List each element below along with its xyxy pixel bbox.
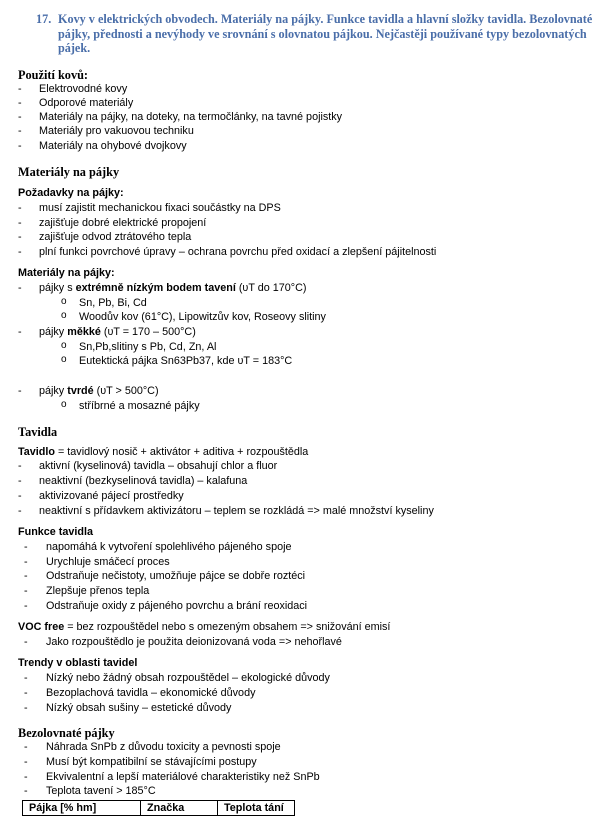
section-title-lead-free: Bezolovnaté pájky: [18, 726, 115, 740]
voc-free-definition: VOC free = bez rozpouštědel nebo s omezeným obsahem => snižování emisí: [18, 621, 391, 633]
section-title-solder-materials: Materiály na pájky: [18, 165, 120, 179]
section-title-fluxes: Tavidla: [18, 425, 58, 439]
document-page: 17. Kovy v elektrických obvodech. Materiály na pájky. Funkce tavidla a hlavní složky tavidla. Bezolovnaté pájky, přednosti a nevýhody ve srovnání s olovnatou pájkou. Nejčastěji používané typy bezolovnatých pájek. Použití kovů: - Elektrovodné kovy - Odporové materiály - Materiály na pájky, na doteky, na termočlánky, na tavné pojistky - Materiály pro vakuovou techniku - Materiály na ohybové dvojkovy Materiály na pájky Požadavky na pájky: - musí zajistit mechanickou fixaci součástky na DPS - zajišťuje dobré elektrické propojení - zajišťuje odvod ztrátového tepla - plní funkci povrchové úpravy – ochrana povrchu před oxidací a zlepšení pájitelnosti Materiály na pájky: - pájky s extrémně nízkým bodem tavení (υT do 170°C) o Sn, Pb, Bi, Cd o Woodův kov (61°C), Lipowitzův kov, Roseovy slitiny - pájky měkké (υT = 170 – 500°C) o Sn,Pb,slitiny s Pb, Cd, Zn, Al o Eutektická pájka Sn63Pb37, kde υT = 183°C - pájky tvrdé (υT > 500°C) o stříbrné a mosazné pájky Tavidla Tavidlo = tavidlový nosič + aktivátor + aditiva + rozpouštědla - aktivní (kyselinová) tavidla – obsahují chlor a fluor - neaktivní (bezkyselinová tavidla) – kalafuna - aktivizované pájecí prostředky - neaktivní s přídavkem aktivizátoru – teplem se rozkládá => malé množství kyseliny Funkce tavidla - napomáhá k vytvoření spolehlivého pájeného spoje - Urychluje smáčecí proces - Odstraňuje nečistoty, umožňuje pájce se dobře roztéci - Zlepšuje přenos tepla - Odstraňuje oxidy z pájeného povrchu a brání reoxidaci VOC free = bez rozpouštědel nebo s omezeným obsahem => snižování emisí - Jako rozpouštědlo je použita deionizovaná voda => nehořlavé Trendy v oblasti tavidel - Nízký nebo žádný obsah rozpouštědel – ekologické důvody - Bezoplachová tavidla – ekonomické důvody - Nízký obsah sušiny – estetické důvody Bezolovnaté pájky - Náhrada SnPb z důvodu toxicity a pevnosti spoje - Musí být kompatibilní se stávajícími postupy - Ekvivalentní a lepší materiálové charakteristiky než SnPb - Teplota tavení > 185°C Pájka [% hm] Značka Teplota tání: [0, 0, 615, 828]
subheading-solder-materials: Materiály na pájky:: [18, 267, 115, 279]
table-header-cell: Značka: [141, 801, 218, 816]
question-text: Kovy v elektrických obvodech. Materiály na pájky. Funkce tavidla a hlavní složky tavidla. Bezolovnaté pájky, přednosti a nevýhody ve srovnání s olovnatou pájkou. Nejčastěji používané typy bezolovnatých pájek.: [58, 12, 593, 55]
subheading-flux-function: Funkce tavidla: [18, 526, 94, 538]
table-header-cell: Teplota tání: [218, 801, 295, 816]
lead-free-solder-table: [22, 800, 295, 816]
question-number: 17.: [36, 12, 52, 26]
section-title-metals-use: Použití kovů:: [18, 68, 89, 82]
question-heading: [36, 12, 596, 56]
table-header-row: [23, 801, 295, 816]
flux-definition: Tavidlo = tavidlový nosič + aktivátor + aditiva + rozpouštědla: [18, 446, 309, 458]
subheading-requirements: Požadavky na pájky:: [18, 187, 124, 199]
subheading-flux-trends: Trendy v oblasti tavidel: [18, 657, 138, 669]
table-header-cell: Pájka [% hm]: [23, 801, 141, 816]
